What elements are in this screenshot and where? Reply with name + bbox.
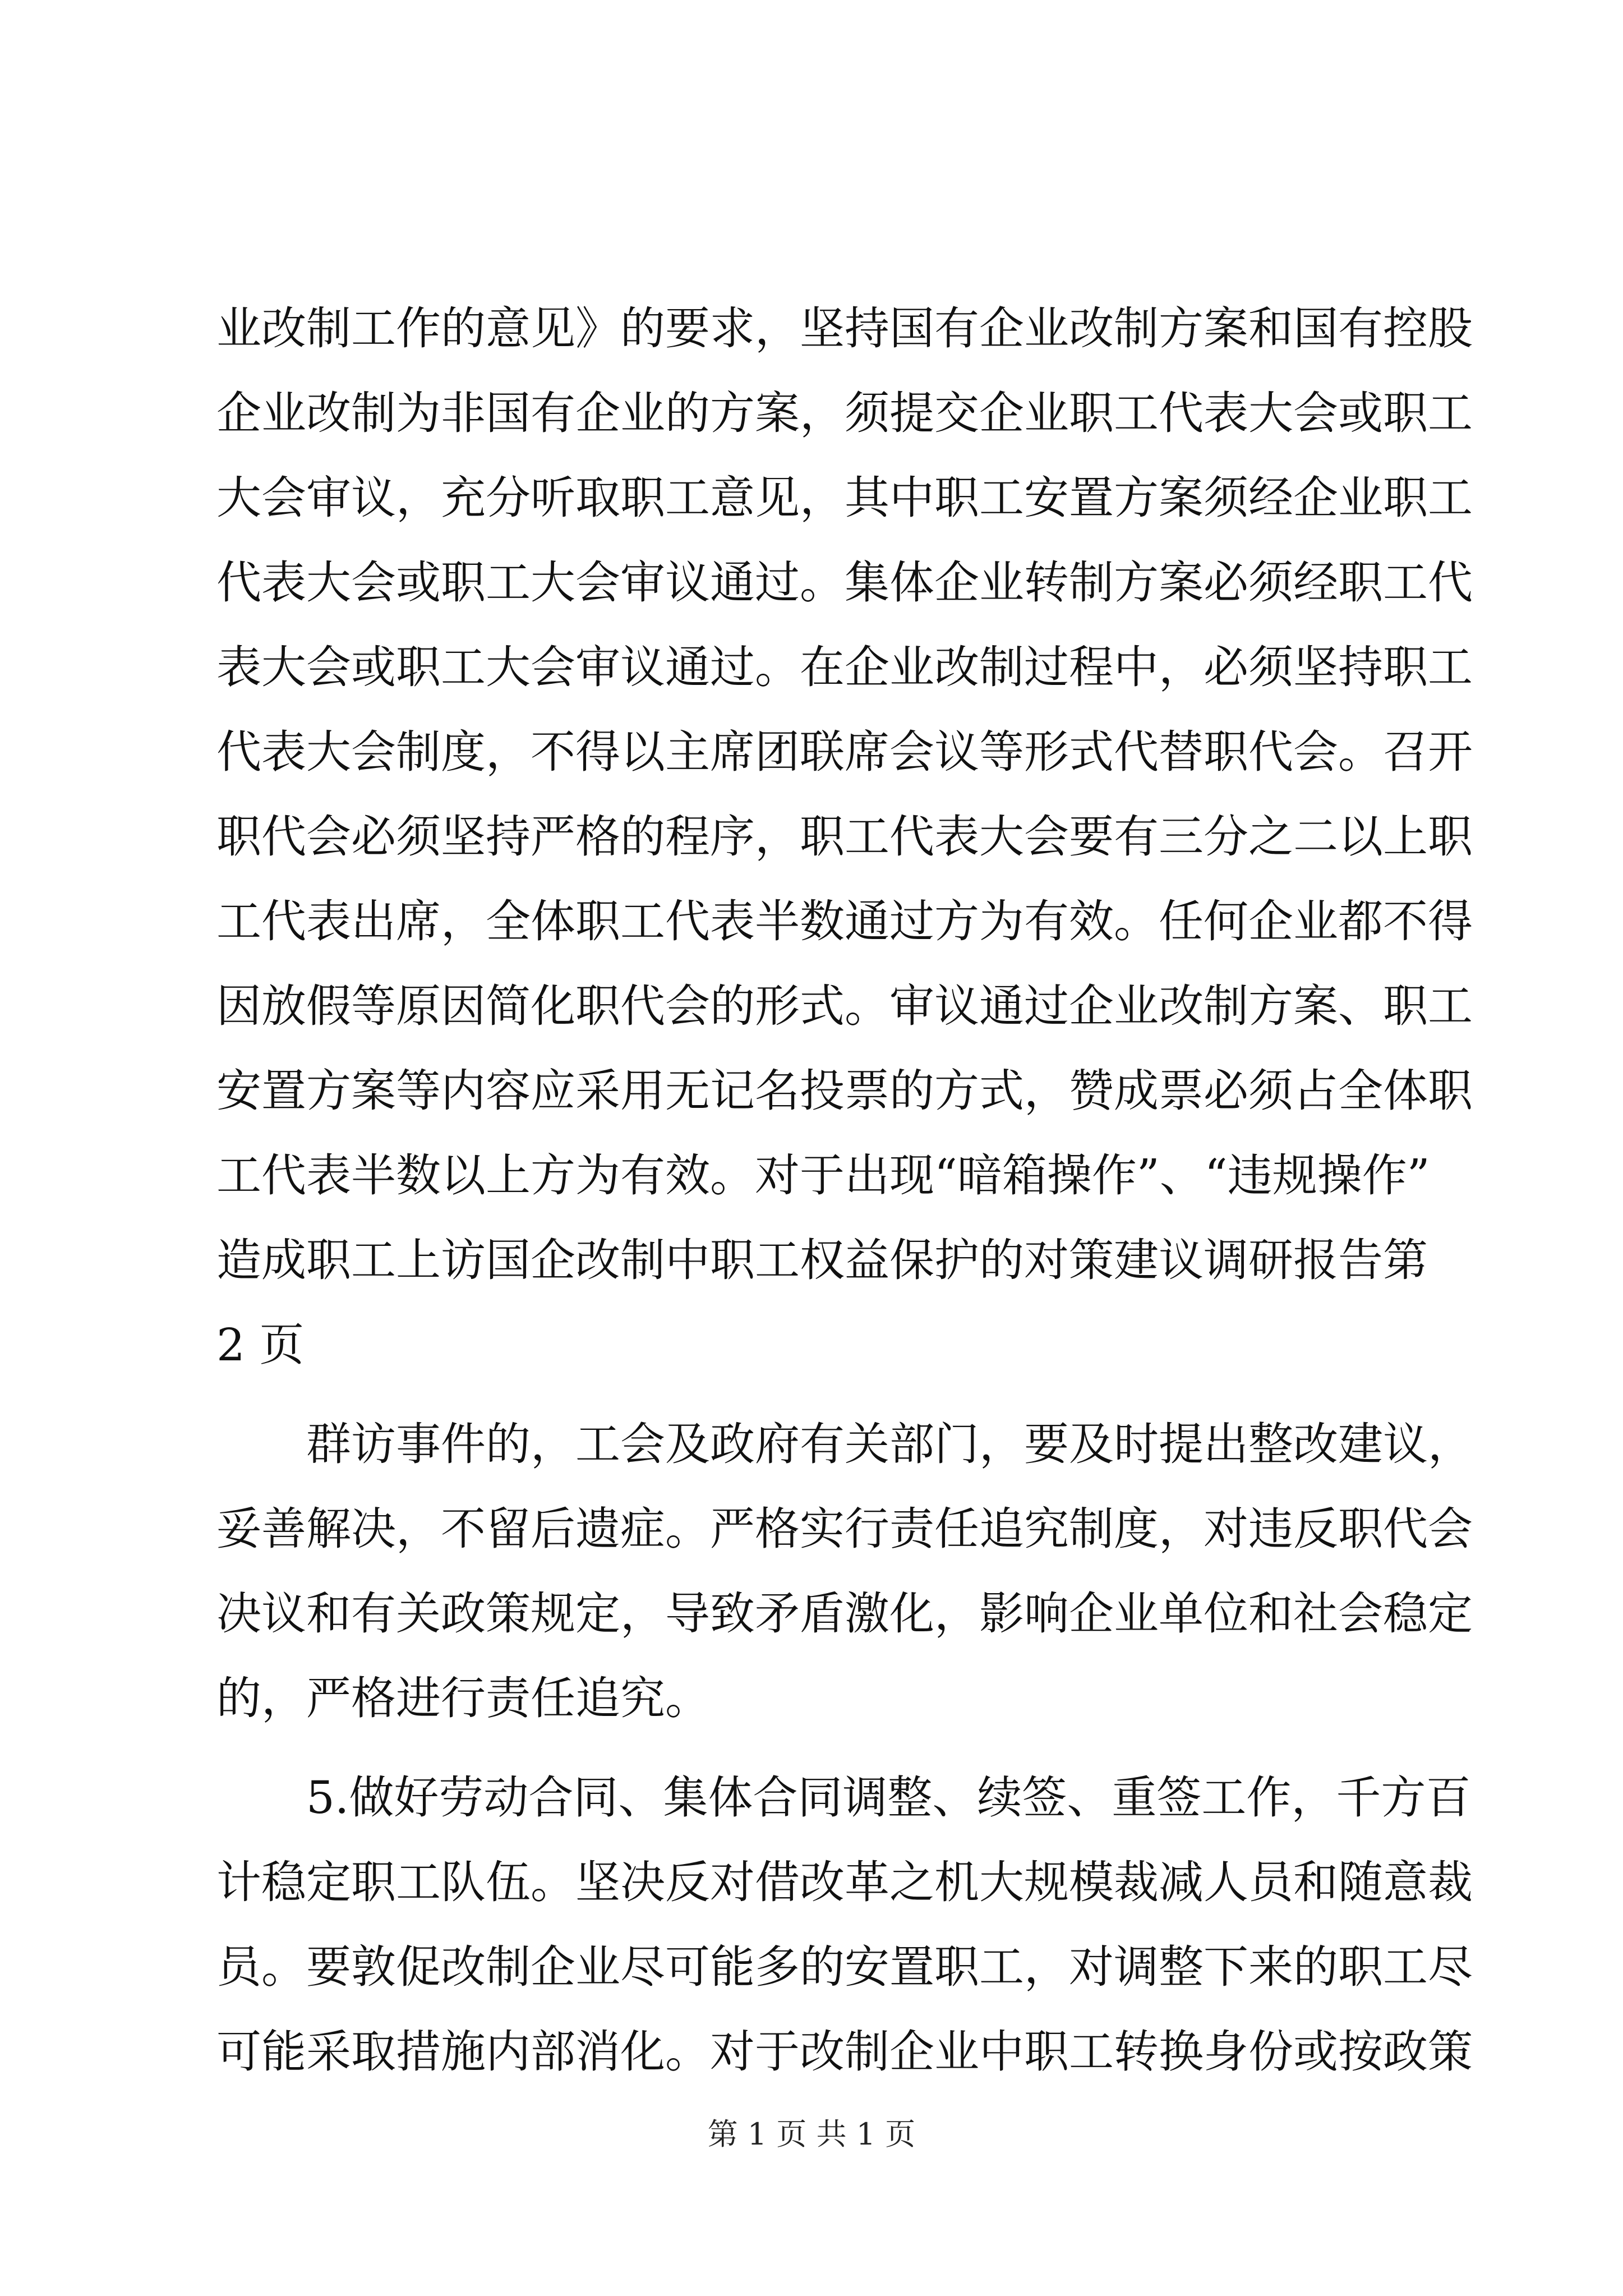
- text-line: 因放假等原因简化职代会的形式。审议通过企业改制方案、职工: [216, 980, 1473, 1032]
- text-line: 工代表出席，全体职工代表半数通过方为有效。任何企业都不得: [216, 895, 1473, 947]
- text-line: 员。要敦促改制企业尽可能多的安置职工，对调整下来的职工尽: [216, 1941, 1473, 1993]
- paragraph-3: [216, 1755, 1473, 2094]
- paragraph-1: [216, 286, 1473, 1387]
- text-line: 业改制工作的意见》的要求，坚持国有企业改制方案和国有控股: [216, 302, 1473, 355]
- text-line: 决议和有关政策规定，导致矛盾激化，影响企业单位和社会稳定: [216, 1588, 1473, 1640]
- text-line: 代表大会或职工大会审议通过。集体企业转制方案必须经职工代: [216, 556, 1473, 609]
- page-number-label: 第 1 页 共 1 页: [707, 2116, 916, 2152]
- paragraph-spacer: [216, 1741, 1417, 1755]
- text-line: 代表大会制度，不得以主席团联席会议等形式代替职代会。召开: [216, 726, 1473, 778]
- text-line: 企业改制为非国有企业的方案，须提交企业职工代表大会或职工: [216, 387, 1473, 439]
- text-line: 造成职工上访国企改制中职工权益保护的对策建议调研报告第: [216, 1234, 1428, 1286]
- text-line: 妥善解决，不留后遗症。严格实行责任追究制度，对违反职代会: [216, 1503, 1473, 1555]
- text-line: 职代会必须坚持严格的程序，职工代表大会要有三分之二以上职: [216, 811, 1473, 863]
- text-line: 大会审议，充分听取职工意见，其中职工安置方案须经企业职工: [216, 472, 1473, 524]
- text-line: 5.做好劳动合同、集体合同调整、续签、重签工作，千方百: [306, 1772, 1471, 1824]
- text-line: 安置方案等内容应采用无记名投票的方式，赞成票必须占全体职: [216, 1065, 1473, 1117]
- text-line: 工代表半数以上方为有效。对于出现“暗箱操作”、“违规操作”: [216, 1149, 1430, 1202]
- text-line: 2 页: [216, 1319, 305, 1371]
- text-line: 可能采取措施内部消化。对于改制企业中职工转换身份或按政策: [216, 2026, 1473, 2078]
- text-line: 计稳定职工队伍。坚决反对借改革之机大规模裁减人员和随意裁: [216, 1856, 1473, 1908]
- text-line: 表大会或职工大会审议通过。在企业改制过程中，必须坚持职工: [216, 641, 1473, 693]
- page-footer: [0, 2115, 1623, 2154]
- text-line: 群访事件的，工会及政府有关部门，要及时提出整改建议，: [306, 1418, 1473, 1470]
- paragraph-spacer: [216, 1387, 1417, 1402]
- paragraph-2: [216, 1402, 1473, 1741]
- document-body: [216, 286, 1473, 2094]
- text-line: 的，严格进行责任追究。: [216, 1672, 710, 1724]
